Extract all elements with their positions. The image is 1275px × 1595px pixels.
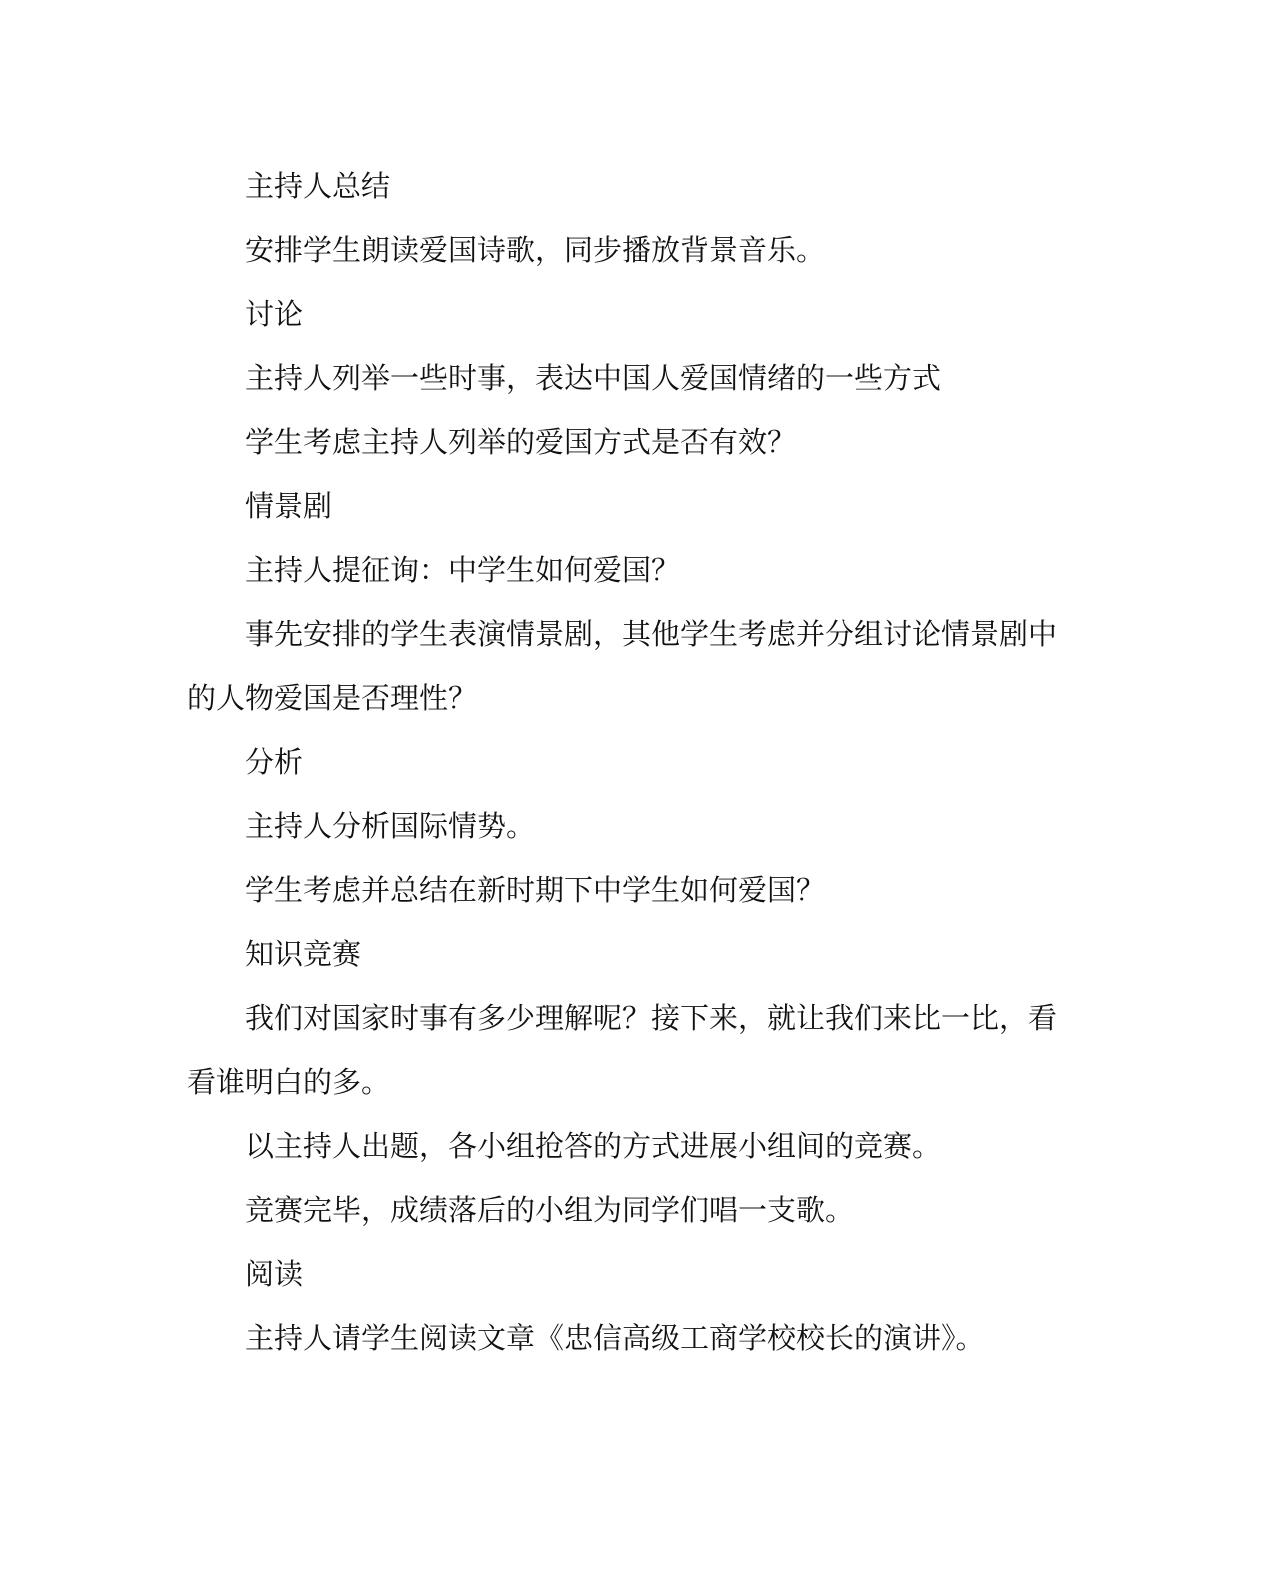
paragraph-quiz-end: 竞赛完毕，成绩落后的小组为同学们唱一支歌。	[245, 1193, 855, 1227]
paragraph-students-consider: 学生考虑主持人列举的爱国方式是否有效？	[245, 425, 797, 459]
paragraph-discussion-heading: 讨论	[245, 297, 304, 331]
paragraph-quiz-format: 以主持人出题，各小组抢答的方式进展小组间的竞赛。	[245, 1129, 942, 1163]
paragraph-host-question: 主持人提征询：中学生如何爱国？	[245, 553, 681, 587]
paragraph-quiz-intro: 我们对国家时事有多少理解呢？接下来，就让我们来比一比，看看谁明白的多。	[187, 1001, 1058, 1099]
paragraph-host-summary: 主持人总结	[245, 169, 391, 203]
paragraph-poetry-reading: 安排学生朗读爱国诗歌，同步播放背景音乐。	[245, 233, 826, 267]
paragraph-analysis-heading: 分析	[245, 745, 304, 779]
document-body	[187, 154, 1057, 1370]
paragraph-reading-article: 主持人请学生阅读文章《忠信高级工商学校校长的演讲》。	[245, 1321, 985, 1355]
paragraph-skit-performance: 事先安排的学生表演情景剧，其他学生考虑并分组讨论情景剧中的人物爱国是否理性？	[187, 617, 1058, 715]
paragraph-reading-heading: 阅读	[245, 1257, 304, 1291]
paragraph-students-summarize: 学生考虑并总结在新时期下中学生如何爱国？	[245, 873, 826, 907]
paragraph-quiz-heading: 知识竞赛	[245, 937, 362, 971]
paragraph-skit-heading: 情景剧	[245, 489, 333, 523]
paragraph-current-events: 主持人列举一些时事，表达中国人爱国情绪的一些方式	[245, 361, 942, 395]
paragraph-international-situation: 主持人分析国际情势。	[245, 809, 536, 843]
